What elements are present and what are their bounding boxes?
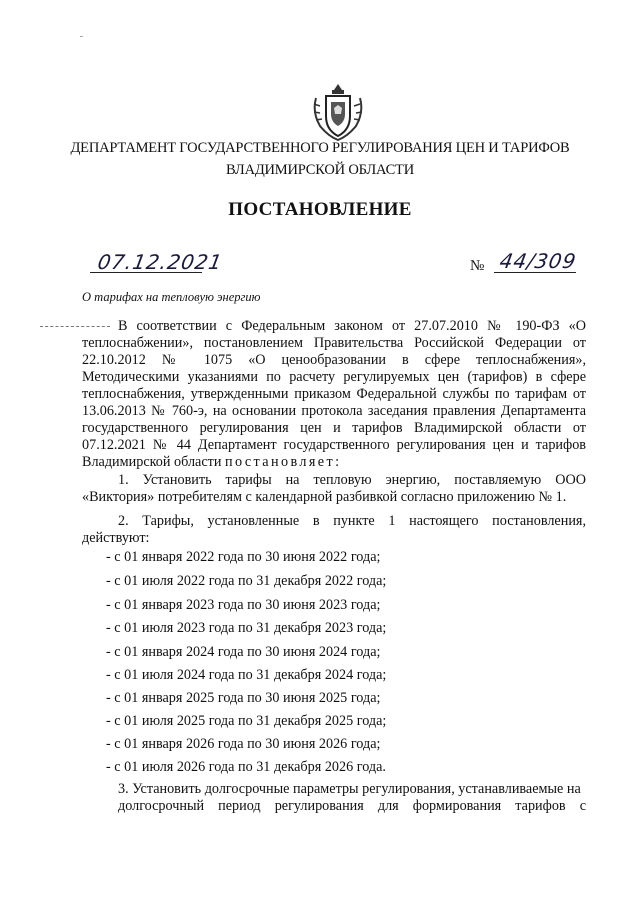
- period-item: - с 01 июля 2024 года по 31 декабря 2024 года;: [106, 667, 387, 683]
- item-3-line1: 3. Установить долгосрочные параметры регулирования, устанавливаемые на: [118, 781, 581, 797]
- period-item: - с 01 января 2022 года по 30 июня 2022 года;: [106, 549, 381, 565]
- preamble-text: В соответствии с Федеральным законом от 27.07.2010 № 190-ФЗ «О теплоснабжении», постановлением Правительства Российской Федерации от 22.10.2012 № 1075 «О ценообразовании в сфере теплоснабжения», Методическими указаниями по расчету регулируемых цен (тарифов) в сфере теплоснабжения, утвержденными приказом Федеральной службы по тарифам от 13.06.2013 № 760-э, на основании протокола заседания правления Департамента государственного регулирования цен и тарифов Владимирской области от 07.12.2021 № 44 Департамент государственного регулирования цен и тарифов Владимирской области: [82, 318, 586, 470]
- period-item: - с 01 января 2026 года по 30 июня 2026 года;: [106, 736, 381, 752]
- handwritten-date: 07.12.2021: [95, 250, 225, 274]
- item-3-line2: долгосрочный период регулирования для формирования тарифов с: [118, 798, 586, 814]
- period-item: - с 01 июля 2023 года по 31 декабря 2023 года;: [106, 620, 387, 636]
- date-underline: [90, 272, 202, 273]
- item-1: 1. Установить тарифы на тепловую энергию, поставляемую ООО «Виктория» потребителям с календарной разбивкой согласно приложению № 1.: [82, 472, 586, 505]
- period-item: - с 01 января 2024 года по 30 июня 2024 года;: [106, 644, 381, 660]
- document-subject: О тарифах на тепловую энергию: [82, 290, 261, 304]
- department-name-line2: ВЛАДИМИРСКОЙ ОБЛАСТИ: [226, 162, 414, 178]
- period-item: - с 01 января 2025 года по 30 июня 2025 года;: [106, 690, 381, 706]
- scan-speck: [80, 36, 83, 37]
- number-sign: №: [470, 258, 485, 274]
- department-name-line1: ДЕПАРТАМЕНТ ГОСУДАРСТВЕННОГО РЕГУЛИРОВАНИЯ ЦЕН И ТАРИФОВ: [70, 140, 570, 156]
- period-item: - с 01 июля 2025 года по 31 декабря 2025 года;: [106, 713, 387, 729]
- decree-word: постановляет:: [225, 454, 342, 470]
- item-2: 2. Тарифы, установленные в пункте 1 настоящего постановления, действуют:: [82, 513, 586, 546]
- period-item: - с 01 июля 2026 года по 31 декабря 2026 года.: [106, 759, 386, 775]
- vladimir-coat-of-arms-icon: [310, 80, 366, 142]
- handwritten-number: 44/309: [497, 249, 579, 273]
- period-item: - с 01 июля 2022 года по 31 декабря 2022 года;: [106, 573, 387, 589]
- preamble-paragraph: [82, 318, 586, 471]
- number-underline: [494, 272, 576, 273]
- document-title: ПОСТАНОВЛЕНИЕ: [228, 199, 412, 220]
- period-item: - с 01 января 2023 года по 30 июня 2023 года;: [106, 597, 381, 613]
- item-3: [60, 781, 586, 815]
